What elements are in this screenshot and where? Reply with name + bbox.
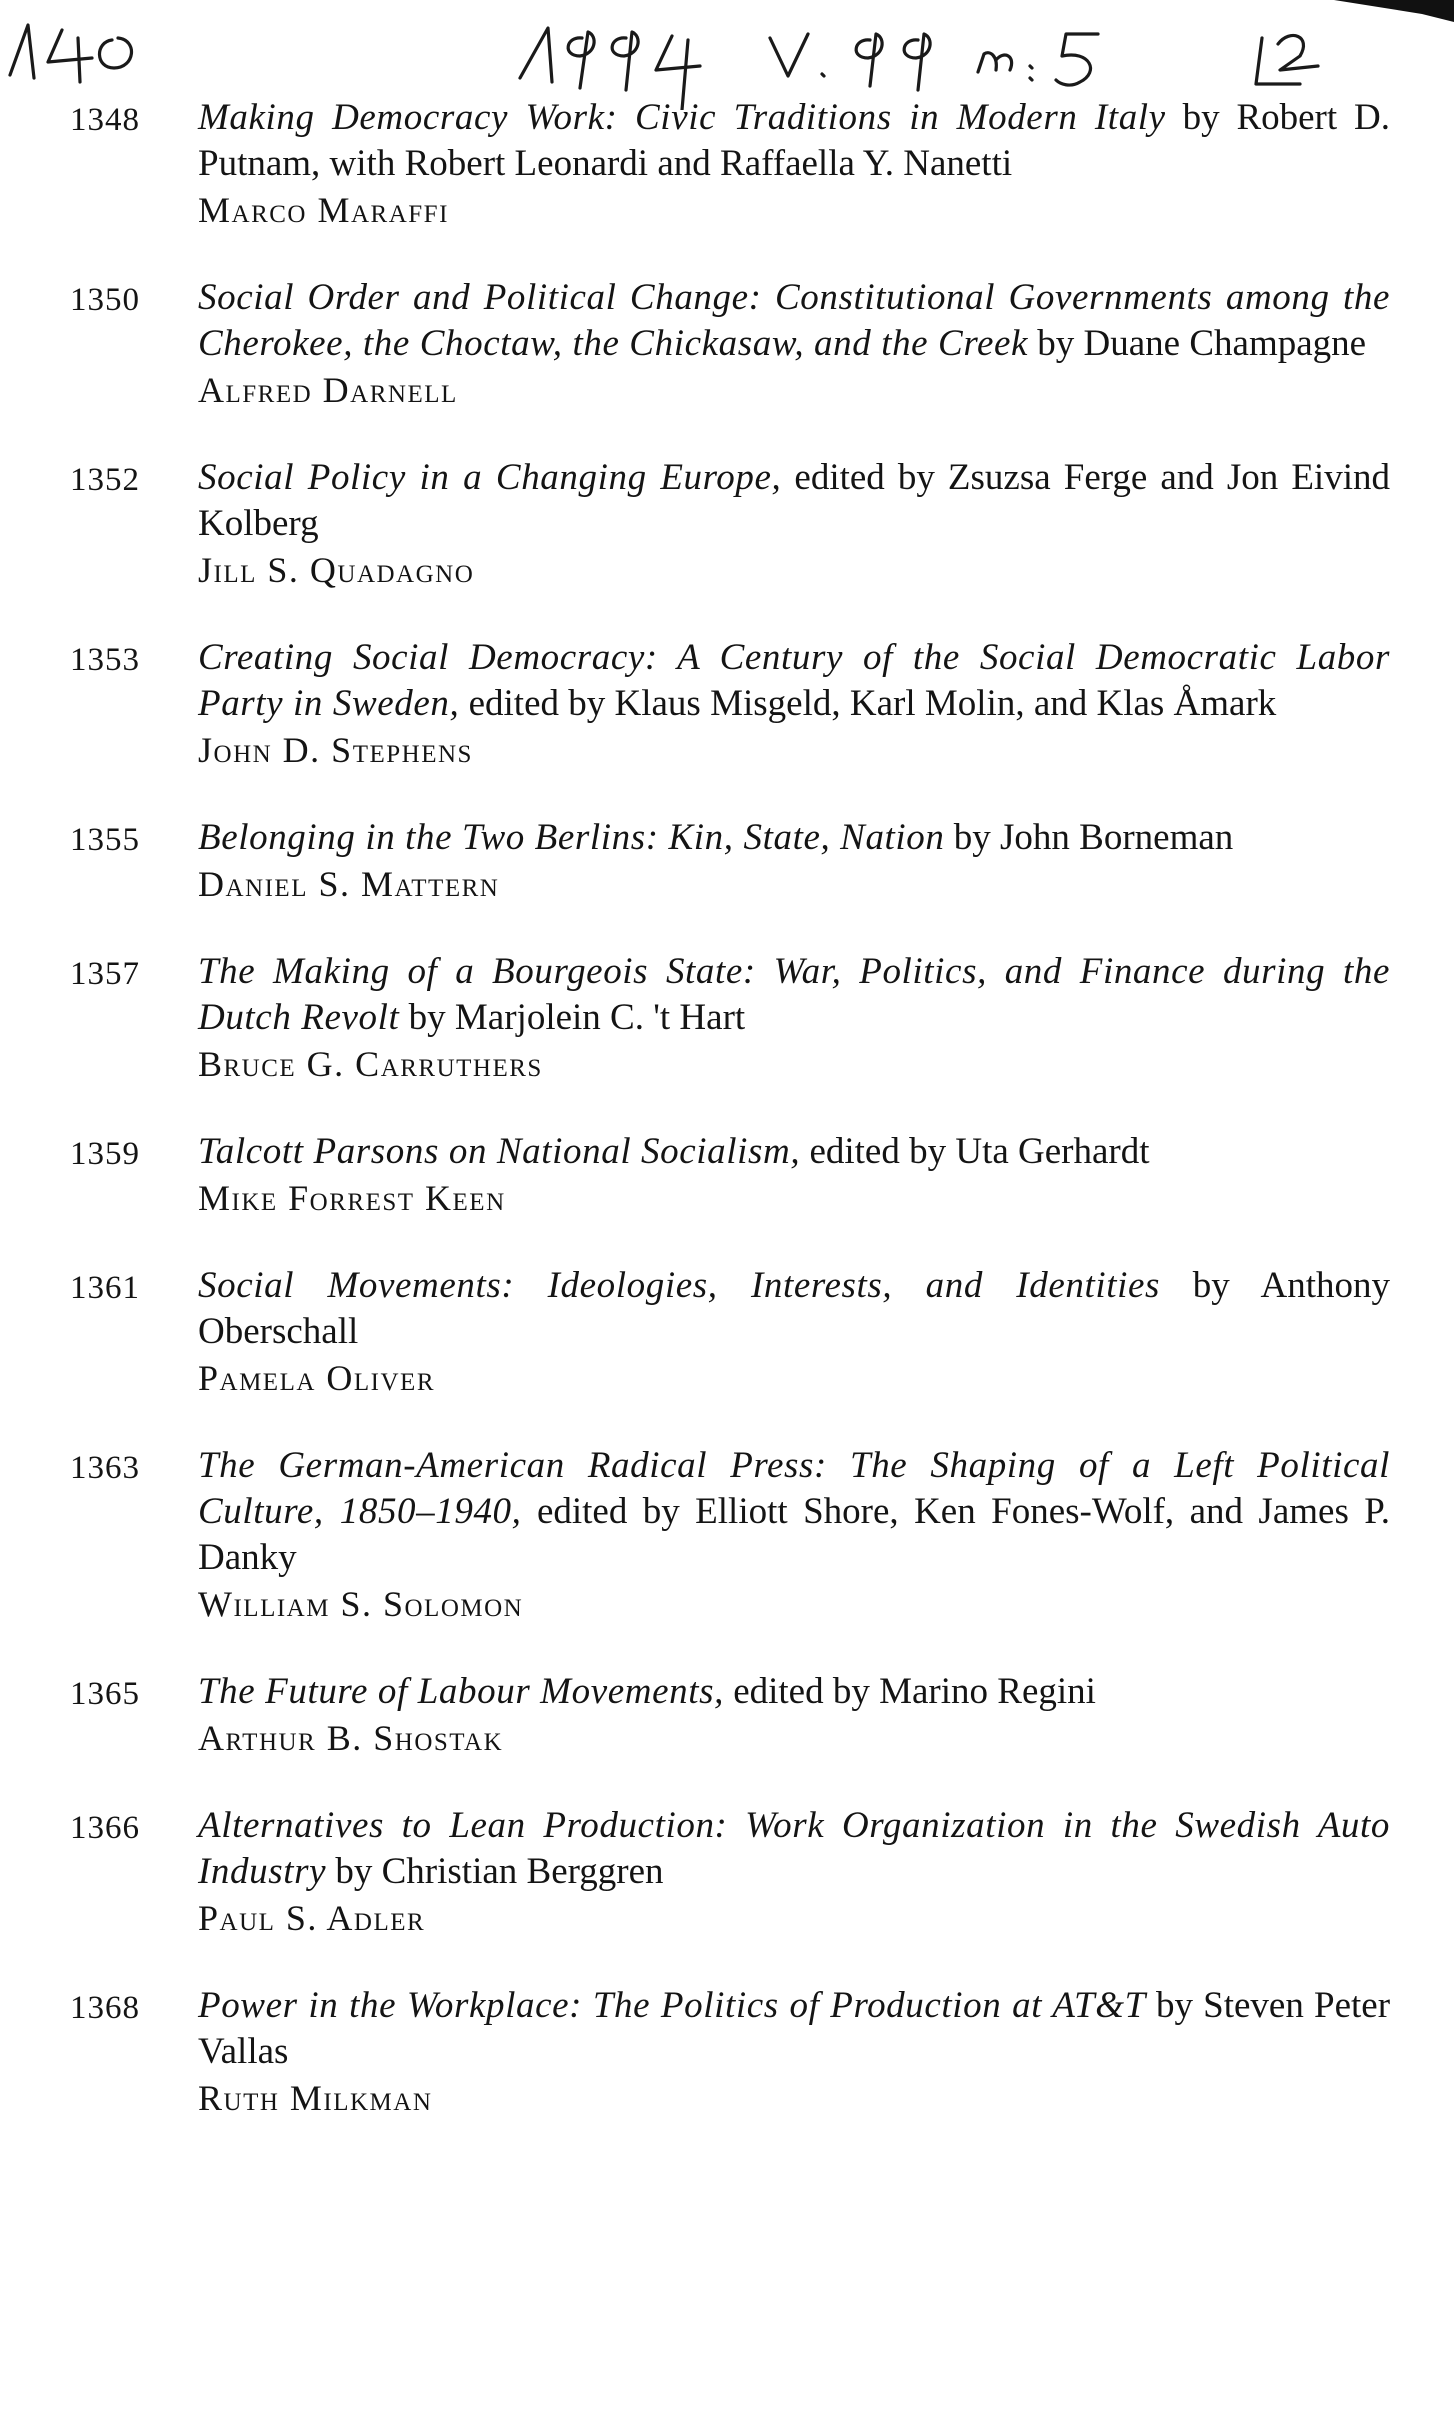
reviewer-name: John D. Stephens	[198, 730, 473, 770]
entry-body	[198, 815, 1390, 861]
book-details: by Robert D. Putnam, with Robert Leonardi and Raffaella Y. Nanetti	[198, 97, 1390, 184]
reviewer-name: Ruth Milkman	[198, 2078, 433, 2118]
review-entry	[70, 1443, 1390, 1627]
reviewer-name: Arthur B. Shostak	[198, 1718, 504, 1758]
page-number: 1366	[70, 1810, 140, 1846]
entry-body	[198, 275, 1390, 367]
book-title: Social Movements: Ideologies, Interests, and Identities	[198, 1265, 1160, 1306]
reviewer-name: Pamela Oliver	[198, 1358, 435, 1398]
handwritten-annotation	[0, 0, 1454, 110]
book-details: by Christian Berggren	[335, 1851, 664, 1892]
review-entry	[70, 455, 1390, 593]
review-entry	[70, 1129, 1390, 1221]
book-title: Making Democracy Work: Civic Traditions in Modern Italy	[198, 97, 1166, 138]
book-details: edited by Elliott Shore, Ken Fones-Wolf, and James P. Danky	[198, 1491, 1390, 1578]
book-details: edited by Klaus Misgeld, Karl Molin, and Klas Åmark	[468, 683, 1277, 724]
reviewer-name: Paul S. Adler	[198, 1898, 426, 1938]
review-list	[70, 95, 1390, 2163]
review-entry	[70, 1669, 1390, 1761]
book-title: Power in the Workplace: The Politics of Production at AT&T	[198, 1985, 1146, 2026]
book-title: Social Policy in a Changing Europe,	[198, 457, 782, 498]
book-title: Belonging in the Two Berlins: Kin, State, Nation	[198, 817, 945, 858]
reviewer-name: Alfred Darnell	[198, 370, 458, 410]
review-entry	[70, 95, 1390, 233]
review-entry	[70, 1803, 1390, 1941]
review-entry	[70, 1983, 1390, 2121]
review-entry	[70, 815, 1390, 907]
reviewer-name: Marco Maraffi	[198, 190, 449, 230]
book-title: Alternatives to Lean Production: Work Organization in the Swedish Auto Industry	[198, 1805, 1390, 1892]
page-number: 1353	[70, 642, 140, 678]
page-number: 1352	[70, 462, 140, 498]
page-number: 1368	[70, 1990, 140, 2026]
reviewer-name: Bruce G. Carruthers	[198, 1044, 543, 1084]
entry-body	[198, 455, 1390, 547]
book-title: The Making of a Bourgeois State: War, Politics, and Finance during the Dutch Revolt	[198, 951, 1390, 1038]
book-title: Social Order and Political Change: Constitutional Governments among the Cherokee, the Choctaw, the Chickasaw, and the Creek	[198, 277, 1390, 364]
entry-body	[198, 1443, 1390, 1581]
entry-body	[198, 1263, 1390, 1355]
book-details: edited by Marino Regini	[733, 1671, 1096, 1712]
reviewer-name: Jill S. Quadagno	[198, 550, 475, 590]
review-entry	[70, 635, 1390, 773]
book-details: edited by Uta Gerhardt	[809, 1131, 1150, 1172]
page-number: 1365	[70, 1676, 140, 1712]
page-number: 1357	[70, 956, 140, 992]
page-number: 1359	[70, 1136, 140, 1172]
entry-body	[198, 1129, 1390, 1175]
entry-body	[198, 635, 1390, 727]
entry-body	[198, 1803, 1390, 1895]
book-details: edited by Zsuzsa Ferge and Jon Eivind Kolberg	[198, 457, 1390, 544]
entry-body	[198, 1669, 1390, 1715]
book-details: by Steven Peter Vallas	[198, 1985, 1391, 2072]
review-entry	[70, 275, 1390, 413]
page-number: 1363	[70, 1450, 140, 1486]
book-details: by Marjolein C. 't Hart	[408, 997, 746, 1038]
page-number: 1361	[70, 1270, 140, 1306]
page-number: 1350	[70, 282, 140, 318]
book-title: Creating Social Democracy: A Century of the Social Democratic Labor Party in Sweden,	[198, 637, 1390, 724]
review-entry	[70, 1263, 1390, 1401]
entry-body	[198, 95, 1390, 187]
reviewer-name: Daniel S. Mattern	[198, 864, 500, 904]
reviewer-name: Mike Forrest Keen	[198, 1178, 506, 1218]
page-number: 1348	[70, 102, 140, 138]
book-details: by Anthony Oberschall	[198, 1265, 1391, 1352]
entry-body	[198, 949, 1390, 1041]
book-title: Talcott Parsons on National Socialism,	[198, 1131, 801, 1172]
book-details: by Duane Champagne	[1037, 323, 1367, 364]
page-number: 1355	[70, 822, 140, 858]
reviewer-name: William S. Solomon	[198, 1584, 524, 1624]
review-entry	[70, 949, 1390, 1087]
entry-body	[198, 1983, 1390, 2075]
book-title: The German-American Radical Press: The Shaping of a Left Political Culture, 1850–1940,	[198, 1445, 1390, 1532]
book-details: by John Borneman	[953, 817, 1234, 858]
book-title: The Future of Labour Movements,	[198, 1671, 724, 1712]
